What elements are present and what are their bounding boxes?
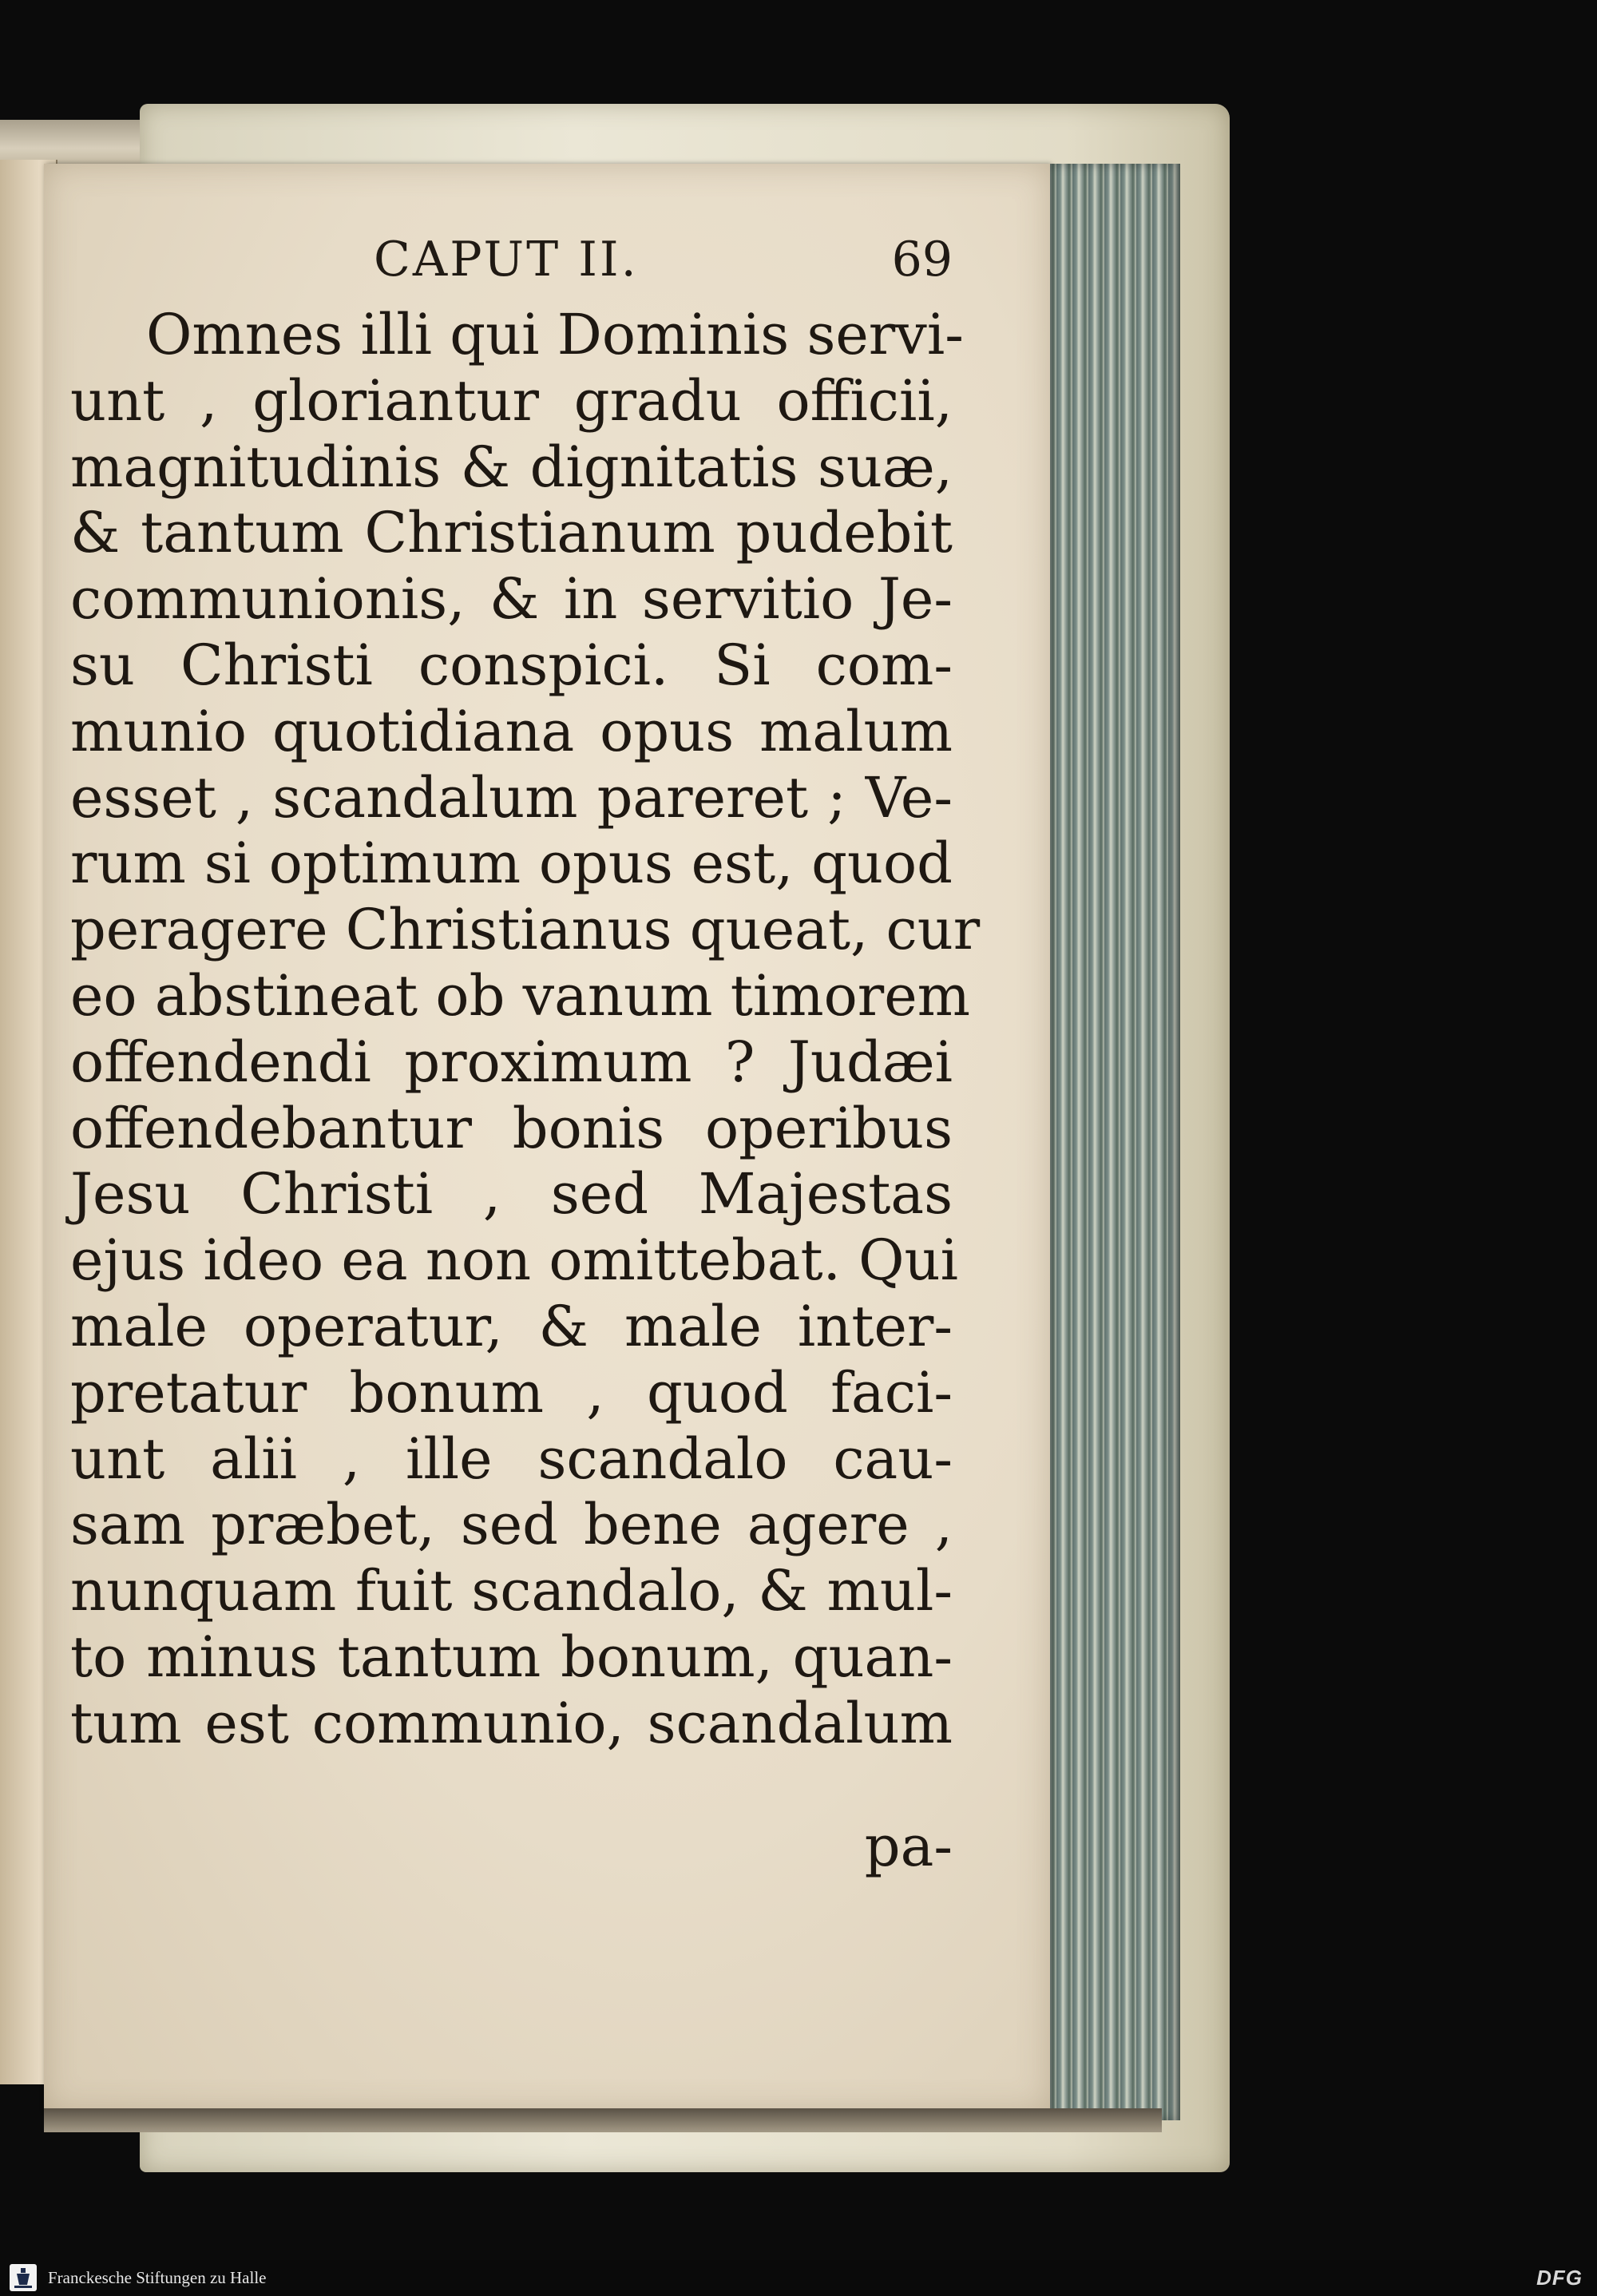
institution-name: Franckesche Stiftungen zu Halle [48,2268,267,2287]
text-line: offendebantur bonis operibus [70,1095,953,1161]
text-line: to minus tantum bonum, quan- [70,1624,953,1690]
text-line: offendendi proximum ? Judæi [70,1029,953,1095]
text-line: ejus ideo ea non omittebat. Qui [70,1227,959,1294]
dfg-logo: DFG [1536,2266,1583,2290]
footer-bar [0,2260,1597,2296]
text-line: peragere Christianus queat, cur [70,897,981,963]
text-line: magnitudinis & dignitatis suæ, [70,434,953,500]
text-line: pretatur bonum , quod faci- [70,1359,953,1426]
page-fore-edge [1038,164,1180,2120]
running-head [70,228,953,291]
text-line: unt alii , ille scandalo cau- [70,1426,953,1492]
text-line: Omnes illi qui Dominis servi- [146,302,964,367]
franckesche-stiftungen-logo-icon [10,2264,37,2291]
text-line: male operatur, & male inter- [70,1293,953,1359]
page-number: 69 [891,232,953,287]
text-line: unt , gloriantur gradu officii, [70,367,953,434]
chapter-heading: CAPUT II. [374,232,639,287]
text-line: tum est communio, scandalum [70,1690,953,1756]
page-bottom-edge [44,2108,1162,2132]
text-line: communionis, & in servitio Je- [70,566,953,632]
text-line: & tantum Christianum pudebit [70,500,953,566]
text-line: Jesu Christi , sed Majestas [70,1161,953,1227]
text-line: sam præbet, sed bene agere , [70,1492,953,1558]
text-line: eo abstineat ob vanum timorem [70,962,971,1029]
body-text [70,302,981,1757]
text-line: su Christi conspici. Si com- [70,632,953,698]
catchword: pa- [864,1814,953,1879]
text-line: esset , scandalum pareret ; Ve- [70,764,953,831]
text-line: nunquam fuit scandalo, & mul- [70,1558,953,1624]
text-line: munio quotidiana opus malum [70,698,953,764]
text-line: rum si optimum opus est, quod [70,831,953,897]
